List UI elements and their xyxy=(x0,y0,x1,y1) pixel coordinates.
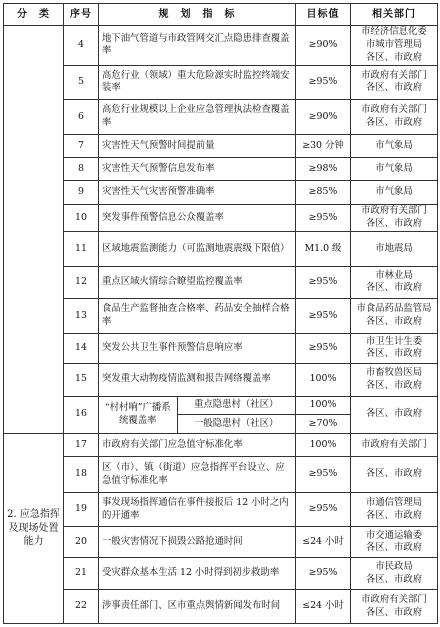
target-value: ≥95% xyxy=(296,333,351,363)
category-cell-continued xyxy=(4,26,64,434)
target-value: ≥85% xyxy=(296,181,351,204)
table-row xyxy=(4,492,438,527)
indicator-text: 突发事件预警信息公众覆盖率 xyxy=(99,204,296,231)
row-number: 9 xyxy=(64,181,99,204)
table-row xyxy=(4,65,438,100)
department-text: 市交通运输委 各区、市政府 xyxy=(351,527,438,557)
department-text: 各区、市政府 xyxy=(351,457,438,493)
table-row xyxy=(4,26,438,66)
table-row xyxy=(4,134,438,157)
indicator-text: 灾害性天气灾害预警准确率 xyxy=(99,181,296,204)
indicator-text: 区（市）、镇（街道）应急指挥平台设立、应急值守标准化率 xyxy=(99,457,296,493)
row-number: 21 xyxy=(64,557,99,589)
department-text: 市畜牧兽医局 各区、市政府 xyxy=(351,364,438,396)
target-value: ≥95% xyxy=(296,299,351,334)
indicator-text: 受灾群众基本生活 12 小时得到初步救助率 xyxy=(99,557,296,589)
department-text: 市气象局 xyxy=(351,158,438,181)
indicator-text: 突发重大动物疫情监测和报告网络覆盖率 xyxy=(99,364,296,396)
table-row xyxy=(4,364,438,396)
department-text: 市政府有关部门 各区、市政府 xyxy=(351,590,438,624)
table-row xyxy=(4,457,438,493)
split-indicator-cell xyxy=(99,396,296,434)
split-target-cell xyxy=(296,396,351,434)
row-number: 5 xyxy=(64,65,99,100)
indicator-text: 市政府有关部门应急值守标准化率 xyxy=(99,434,296,457)
row-number: 17 xyxy=(64,434,99,457)
target-value: M1.0 级 xyxy=(296,232,351,267)
target-value: ≥70% xyxy=(308,417,338,429)
indicator-text: 灾害性天气预警时间提前量 xyxy=(99,134,296,157)
target-value: ≥95% xyxy=(296,557,351,589)
indicator-text: 食品生产监督抽查合格率、药品安全抽样合格率 xyxy=(99,299,296,334)
target-value: 100% xyxy=(296,434,351,457)
category-emergency-command: 2. 应急指挥及现场处置能力 xyxy=(4,434,64,624)
department-text: 市气象局 xyxy=(351,181,438,204)
indicator-text: 突发公共卫生事件预警信息响应率 xyxy=(99,333,296,363)
department-text: 市政府有关部门 各区、市政府 xyxy=(351,100,438,135)
row-number: 6 xyxy=(64,100,99,135)
table-row xyxy=(4,527,438,557)
table-row xyxy=(4,396,438,434)
department-text: 市卫生计生委 各区、市政府 xyxy=(351,333,438,363)
indicator-text: 高危行业规模以上企业应急管理执法检查覆盖率 xyxy=(99,100,296,135)
row-number: 18 xyxy=(64,457,99,493)
row-number: 22 xyxy=(64,590,99,624)
target-value: ≥90% xyxy=(296,100,351,135)
row-number: 13 xyxy=(64,299,99,334)
target-value: ≤24 小时 xyxy=(296,527,351,557)
target-value: ≥95% xyxy=(296,492,351,527)
target-value: ≥30 分钟 xyxy=(296,134,351,157)
department-text: 市食品药品监管局 各区、市政府 xyxy=(351,299,438,334)
target-value: ≤24 小时 xyxy=(296,590,351,624)
row-number: 20 xyxy=(64,527,99,557)
table-row xyxy=(4,434,438,457)
table-row xyxy=(4,158,438,181)
row-number: 4 xyxy=(64,26,99,66)
department-text: 市政府有关部门 各区、市政府 xyxy=(351,204,438,231)
target-value: 100% xyxy=(296,364,351,396)
row-number: 14 xyxy=(64,333,99,363)
target-value: ≥98% xyxy=(296,158,351,181)
header-target: 目标值 xyxy=(296,4,351,26)
header-department: 相关部门 xyxy=(351,4,438,26)
header-category: 分 类 xyxy=(4,4,64,26)
sub-indicator-general-villages: 一般隐患村（社区） xyxy=(194,417,279,429)
department-text: 各区、市政府 xyxy=(351,396,438,434)
broadcast-coverage-label: “村村响”广播系统覆盖率 xyxy=(99,397,177,433)
table-header-row xyxy=(4,4,438,26)
table-row xyxy=(4,181,438,204)
department-text: 市通信管理局 各区、市政府 xyxy=(351,492,438,527)
department-text: 市经济信息化委 市城市管理局 各区、市政府 xyxy=(351,26,438,66)
target-value: ≥95% xyxy=(296,65,351,100)
indicator-text: 地下油气管道与市政管网交汇点隐患排查覆盖率 xyxy=(99,26,296,66)
table-row xyxy=(4,333,438,363)
row-number: 19 xyxy=(64,492,99,527)
department-text: 市民政局 各区、市政府 xyxy=(351,557,438,589)
department-text: 市政府有关部门 各区、市政府 xyxy=(351,65,438,100)
table-row xyxy=(4,232,438,267)
header-indicator: 规 划 指 标 xyxy=(99,4,296,26)
indicator-text: 高危行业（领域）重大危险源实时监控终端安装率 xyxy=(99,65,296,100)
department-text: 市地震局 xyxy=(351,232,438,267)
department-text: 市气象局 xyxy=(351,134,438,157)
row-number: 12 xyxy=(64,266,99,298)
row-number: 10 xyxy=(64,204,99,231)
row-number: 15 xyxy=(64,364,99,396)
sub-indicator-key-villages: 重点隐患村（社区） xyxy=(177,397,295,415)
indicator-text: 一般灾害情况下损毁公路抢通时间 xyxy=(99,527,296,557)
department-text: 市林业局 各区、市政府 xyxy=(351,266,438,298)
indicator-text: 涉事责任部门、区市重点舆情新闻发布时间 xyxy=(99,590,296,624)
table-row xyxy=(4,266,438,298)
table-row xyxy=(4,204,438,231)
department-text: 市政府有关部门 xyxy=(351,434,438,457)
target-value: ≥95% xyxy=(296,457,351,493)
row-number: 16 xyxy=(64,396,99,434)
indicator-text: 事发现场指挥通信在事件接报后 12 小时之内的开通率 xyxy=(99,492,296,527)
row-number: 11 xyxy=(64,232,99,267)
target-value: ≥90% xyxy=(296,26,351,66)
table-row xyxy=(4,299,438,334)
table-row xyxy=(4,557,438,589)
indicator-text: 重点区域火情综合瞭望监控覆盖率 xyxy=(99,266,296,298)
planning-indicator-table xyxy=(3,3,438,624)
target-value: ≥95% xyxy=(296,204,351,231)
table-row xyxy=(4,100,438,135)
row-number: 8 xyxy=(64,158,99,181)
table-row xyxy=(4,590,438,624)
header-number: 序号 xyxy=(64,4,99,26)
indicator-text: 灾害性天气预警信息发布率 xyxy=(99,158,296,181)
indicator-text: 区域地震监测能力（可监测地震震级下限值） xyxy=(99,232,296,267)
row-number: 7 xyxy=(64,134,99,157)
target-value: 100% xyxy=(296,397,350,415)
target-value: ≥95% xyxy=(296,266,351,298)
